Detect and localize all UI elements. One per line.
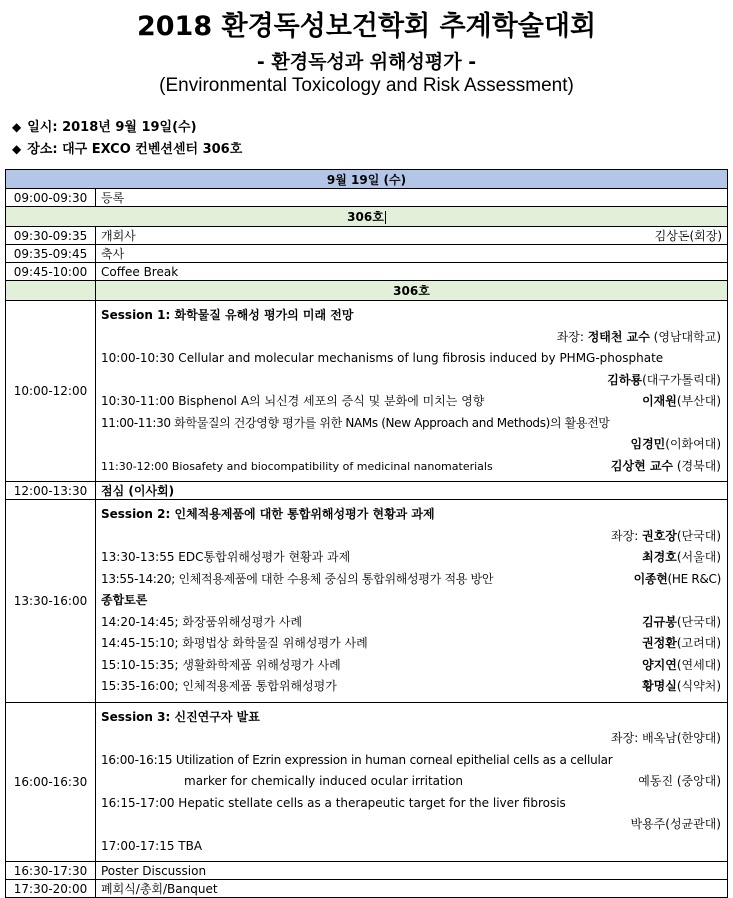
event-cell: 축사 [96, 245, 728, 263]
talk-speaker [101, 434, 721, 456]
talk-title: 10:00-10:30 Cellular and molecular mechanisms of lung fibrosis induced by PHMG-phosphate [101, 351, 664, 365]
speaker-name: 예동진 (중앙대) [638, 774, 721, 788]
time-cell: 09:45-10:00 [6, 263, 96, 281]
session-cell [96, 301, 728, 482]
time-cell: 16:00-16:30 [6, 702, 96, 862]
chair-name: 권호장 [642, 528, 677, 543]
event-cell: 점심 (이사회) [96, 482, 728, 500]
talk-title: 16:15-17:00 Hepatic stellate cells as a therapeutic target for the liver fibrosis [101, 795, 566, 810]
talk [101, 391, 721, 413]
speaker-name: 권정환 [642, 636, 677, 650]
schedule-row-opening [6, 227, 728, 245]
speaker-name: 임경민 [630, 437, 666, 451]
speaker-affiliation: (이화여대) [665, 437, 721, 451]
talk-title: 16:00-16:15 Utilization of Ezrin expression in human corneal epithelial cells as a cellular [101, 752, 613, 767]
speaker-affiliation: (단국대) [676, 614, 721, 629]
room-header-row [6, 207, 728, 227]
schedule-row-coffee [6, 263, 728, 281]
schedule-row-lunch [6, 482, 728, 500]
chair-name: 배옥남(한양대) [642, 731, 721, 745]
discussion-label: 종합토론 [101, 593, 148, 607]
time-cell: 09:35-09:45 [6, 245, 96, 263]
talk [101, 676, 721, 698]
event-place [12, 138, 242, 157]
time-cell: 17:30-20:00 [6, 880, 96, 898]
talk-speaker: 박용주(성균관대) [630, 817, 721, 831]
talk [101, 612, 721, 634]
page-title: 2018 환경독성보건학회 추계학술대회 [136, 11, 597, 42]
talk-title: 10:30-11:00 Bisphenol A의 뇌신경 세포의 증식 및 분화에 미치는 영향 [101, 394, 485, 408]
time-cell: 09:30-09:35 [6, 227, 96, 245]
chair-affiliation: (단국대) [676, 528, 721, 543]
session-title: Session 1: 화학물질 유해성 평가의 미래 전망 [101, 308, 354, 322]
time-cell: 16:30-17:30 [6, 862, 96, 880]
talk-title: 15:10-15:35; 생활화학제품 위해성평가 사례 [101, 657, 341, 672]
session-title: Session 3: 신진연구자 발표 [101, 709, 260, 724]
schedule-row-registration [6, 189, 728, 207]
event-cell: 등록 [96, 189, 728, 207]
room-label: 306호 [347, 210, 384, 224]
talk [101, 456, 721, 478]
session-cell [96, 702, 728, 862]
speaker-affiliation: (HE R&C) [667, 571, 721, 586]
speaker-name: 김상현 교수 [610, 458, 674, 473]
session-cell [96, 500, 728, 703]
talk [101, 547, 721, 569]
speaker-name: 김하룡 [607, 372, 643, 387]
session-chair [101, 327, 721, 349]
talk-title: 17:00-17:15 TBA [101, 838, 203, 853]
talk-title: 13:30-13:55 EDC통합위해성평가 현황과 과제 [101, 550, 351, 564]
speaker-affiliation: (경북대) [673, 458, 721, 473]
session-row-3 [6, 702, 728, 862]
session-chair [101, 526, 721, 548]
speaker-name: 이재원 [642, 394, 677, 408]
schedule-row-banquet [6, 880, 728, 898]
speaker-affiliation: (대구가톨릭대) [642, 372, 721, 387]
text-cursor [385, 211, 386, 224]
event-date-text: 일시: 2018년 9월 19일(수) [27, 120, 197, 135]
chair-name: 정태천 교수 [587, 329, 650, 344]
speaker-name: 이종현 [633, 571, 668, 586]
speaker-name: 양지연 [642, 657, 677, 672]
session-chair [101, 728, 721, 750]
speaker-affiliation: (서울대) [676, 550, 721, 564]
event-cell: Coffee Break [96, 263, 728, 281]
room-header-row [6, 281, 728, 301]
talk-title: 13:55-14:20; 인체적용제품에 대한 수용체 중심의 통합위해성평가 적용 방안 [101, 571, 494, 586]
diamond-bullet-icon: ◆ [12, 142, 22, 156]
day-header-row [6, 170, 728, 189]
time-cell: 09:00-09:30 [6, 189, 96, 207]
session-row-1 [6, 301, 728, 482]
talk [101, 569, 721, 591]
event-date [12, 116, 197, 135]
speaker-affiliation: (연세대) [676, 657, 721, 672]
talk-title: 11:00-11:30 화학물질의 건강영향 평가를 위한 NAMs (New Approach and Methods)의 활용전망 [101, 415, 610, 430]
talk-title-continued: marker for chemically induced ocular irritation [184, 774, 464, 788]
subtitle-english: (Environmental Toxicology and Risk Assessment) [159, 75, 574, 96]
chair-prefix: 좌장: [611, 528, 643, 543]
speaker-affiliation: (부산대) [676, 394, 721, 408]
room-time-cell [6, 281, 96, 301]
event-cell: 폐회식/총회/Banquet [96, 880, 728, 898]
speaker-name: 최경호 [642, 550, 677, 564]
subtitle: - 환경독성과 위해성평가 - [256, 51, 477, 73]
schedule-row-congrats [6, 245, 728, 263]
talk-title: 14:45-15:10; 화평법상 화학물질 위해성평가 사례 [101, 636, 368, 650]
day-header: 9월 19일 (수) [6, 170, 728, 189]
room-header[interactable] [6, 207, 728, 227]
talk [101, 633, 721, 655]
speaker-name: 김규봉 [642, 614, 677, 629]
speaker: 김상돈(회장) [654, 229, 722, 243]
talk-title: 14:20-14:45; 화장품위해성평가 사례 [101, 614, 303, 629]
room-header: 306호 [96, 281, 728, 301]
chair-prefix: 좌장: [611, 731, 643, 745]
event-label: 개회사 [101, 229, 136, 243]
speaker-affiliation: (식약처) [676, 679, 721, 693]
talk [101, 771, 721, 793]
schedule-row-poster [6, 862, 728, 880]
talk-title: 11:30-12:00 Biosafety and biocompatibility of medicinal nanomaterials [101, 459, 493, 473]
chair-affiliation: (영남대학교) [649, 329, 721, 344]
time-cell: 13:30-16:00 [6, 500, 96, 703]
talk [101, 655, 721, 677]
chair-prefix: 좌장: [556, 329, 588, 344]
event-place-text: 장소: 대구 EXCO 컨벤션센터 306호 [27, 142, 243, 157]
session-row-2 [6, 500, 728, 703]
speaker-name: 황명실 [642, 679, 677, 693]
time-cell: 10:00-12:00 [6, 301, 96, 482]
diamond-bullet-icon: ◆ [12, 120, 22, 134]
speaker-affiliation: (고려대) [676, 636, 721, 650]
session-title: Session 2: 인체적용제품에 대한 통합위해성평가 현황과 과제 [101, 507, 435, 521]
time-cell: 12:00-13:30 [6, 482, 96, 500]
schedule-table [5, 169, 728, 898]
event-cell: Poster Discussion [96, 862, 728, 880]
talk-speaker [101, 370, 721, 392]
event-cell [96, 227, 728, 245]
talk-title: 15:35-16:00; 인체적용제품 통합위해성평가 [101, 679, 337, 693]
